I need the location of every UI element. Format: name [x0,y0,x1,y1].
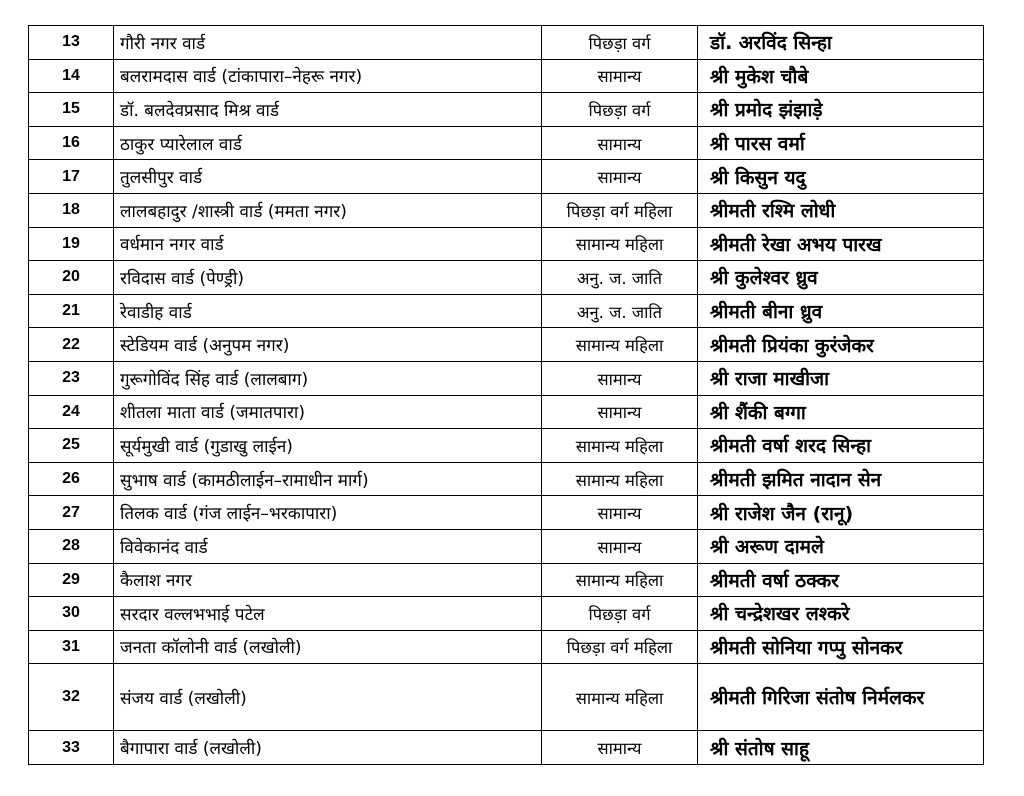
reservation-category: सामान्य महिला [542,429,698,463]
table-row [29,59,984,93]
ward-name: विवेकानंद वार्ड [114,529,542,563]
ward-name: तुलसीपुर वार्ड [114,160,542,194]
ward-name: सूर्यमुखी वार्ड (गुडाखु लाईन) [114,429,542,463]
ward-name: कैलाश नगर [114,563,542,597]
ward-number: 22 [29,328,114,362]
ward-name: गुरूगोविंद सिंह वार्ड (लालबाग) [114,361,542,395]
ward-name: जनता कॉलोनी वार्ड (लखोली) [114,630,542,664]
table-row [29,664,984,731]
councillor-name: श्रीमती रेखा अभय पारख [698,227,984,261]
table-row [29,529,984,563]
table-row [29,731,984,765]
ward-number: 17 [29,160,114,194]
councillor-name: श्री प्रमोद झंझाड़े [698,93,984,127]
reservation-category: अनु. ज. जाति [542,294,698,328]
ward-name: गौरी नगर वार्ड [114,26,542,60]
ward-number: 23 [29,361,114,395]
table-row [29,563,984,597]
ward-name: ठाकुर प्यारेलाल वार्ड [114,126,542,160]
ward-number: 16 [29,126,114,160]
councillor-name: श्री मुकेश चौबे [698,59,984,93]
ward-name: सरदार वल्लभभाई पटेल [114,597,542,631]
councillor-name: श्री संतोष साहू [698,731,984,765]
ward-number: 15 [29,93,114,127]
councillor-name: श्री पारस वर्मा [698,126,984,160]
table-row [29,496,984,530]
reservation-category: पिछड़ा वर्ग [542,597,698,631]
ward-number: 33 [29,731,114,765]
reservation-category: सामान्य [542,126,698,160]
table-row [29,93,984,127]
ward-name: लालबहादुर /शास्त्री वार्ड (ममता नगर) [114,193,542,227]
table-row [29,126,984,160]
ward-number: 20 [29,261,114,295]
councillor-name: श्री अरूण दामले [698,529,984,563]
ward-name: बलरामदास वार्ड (टांकापारा–नेहरू नगर) [114,59,542,93]
ward-number: 21 [29,294,114,328]
councillor-name: डॉ. अरविंद सिन्हा [698,26,984,60]
ward-table-body [29,26,984,765]
table-row [29,630,984,664]
ward-table [28,25,984,765]
reservation-category: सामान्य महिला [542,664,698,731]
table-row [29,294,984,328]
ward-number: 24 [29,395,114,429]
councillor-name: श्रीमती सोनिया गप्पु सोनकर [698,630,984,664]
ward-number: 18 [29,193,114,227]
table-row [29,597,984,631]
reservation-category: सामान्य [542,361,698,395]
table-row [29,26,984,60]
councillor-name: श्री चन्द्रेशखर लश्करे [698,597,984,631]
reservation-category: अनु. ज. जाति [542,261,698,295]
councillor-name: श्री राजा माखीजा [698,361,984,395]
reservation-category: सामान्य [542,59,698,93]
ward-name: संजय वार्ड (लखोली) [114,664,542,731]
councillor-name: श्री राजेश जैन (रानू) [698,496,984,530]
ward-name: रविदास वार्ड (पेण्ड्री) [114,261,542,295]
reservation-category: सामान्य महिला [542,227,698,261]
reservation-category: सामान्य महिला [542,563,698,597]
reservation-category: पिछड़ा वर्ग [542,26,698,60]
reservation-category: पिछड़ा वर्ग महिला [542,193,698,227]
reservation-category: सामान्य [542,731,698,765]
councillor-name: श्रीमती बीना ध्रुव [698,294,984,328]
ward-number: 28 [29,529,114,563]
table-row [29,261,984,295]
ward-name: वर्धमान नगर वार्ड [114,227,542,261]
councillor-name: श्रीमती वर्षा ठक्कर [698,563,984,597]
table-row [29,227,984,261]
ward-name: तिलक वार्ड (गंज लाईन–भरकापारा) [114,496,542,530]
councillor-name: श्रीमती गिरिजा संतोष निर्मलकर [698,664,984,731]
reservation-category: सामान्य महिला [542,462,698,496]
reservation-category: सामान्य [542,160,698,194]
reservation-category: सामान्य [542,529,698,563]
ward-number: 29 [29,563,114,597]
ward-name: डॉ. बलदेवप्रसाद मिश्र वार्ड [114,93,542,127]
ward-number: 31 [29,630,114,664]
table-row [29,462,984,496]
ward-name: शीतला माता वार्ड (जमातपारा) [114,395,542,429]
table-row [29,160,984,194]
table-row [29,395,984,429]
ward-name: सुभाष वार्ड (कामठीलाईन–रामाधीन मार्ग) [114,462,542,496]
table-row [29,429,984,463]
councillor-name: श्रीमती प्रियंका कुरंजेकर [698,328,984,362]
reservation-category: पिछड़ा वर्ग [542,93,698,127]
table-row [29,361,984,395]
ward-name: स्टेडियम वार्ड (अनुपम नगर) [114,328,542,362]
ward-councillor-list [28,25,983,765]
ward-number: 26 [29,462,114,496]
ward-number: 19 [29,227,114,261]
ward-name: रेवाडीह वार्ड [114,294,542,328]
ward-number: 13 [29,26,114,60]
councillor-name: श्रीमती वर्षा शरद सिन्हा [698,429,984,463]
reservation-category: सामान्य [542,496,698,530]
table-row [29,328,984,362]
ward-number: 32 [29,664,114,731]
table-row [29,193,984,227]
reservation-category: सामान्य महिला [542,328,698,362]
ward-name: बैगापारा वार्ड (लखोली) [114,731,542,765]
councillor-name: श्रीमती रश्मि लोधी [698,193,984,227]
councillor-name: श्री शैंकी बग्गा [698,395,984,429]
ward-number: 30 [29,597,114,631]
councillor-name: श्री कुलेश्वर ध्रुव [698,261,984,295]
ward-number: 25 [29,429,114,463]
councillor-name: श्री किसुन यदु [698,160,984,194]
reservation-category: सामान्य [542,395,698,429]
ward-number: 14 [29,59,114,93]
councillor-name: श्रीमती झमित नादान सेन [698,462,984,496]
ward-number: 27 [29,496,114,530]
reservation-category: पिछड़ा वर्ग महिला [542,630,698,664]
